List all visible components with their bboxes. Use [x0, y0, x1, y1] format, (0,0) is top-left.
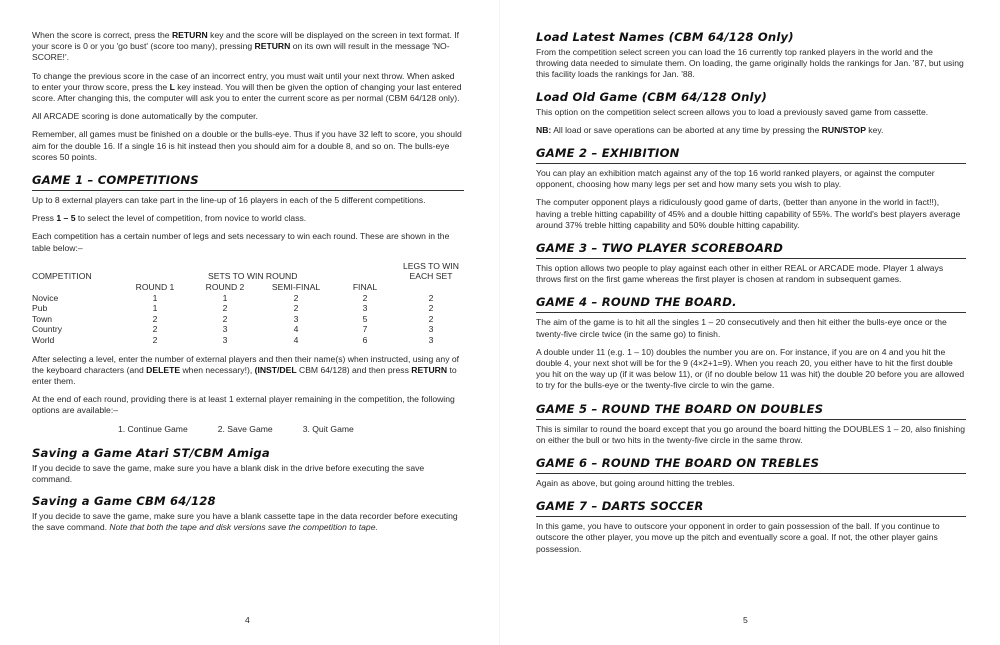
table-round-row: [32, 282, 464, 293]
page-number-right: 5: [743, 615, 748, 625]
round-options: [118, 424, 464, 434]
game1-paragraph-1: Up to 8 external players can take part in the line-up of 16 players in each of the 5 different competitions.: [32, 195, 426, 206]
game1-heading: GAME 1 – COMPETITIONS: [32, 173, 464, 191]
load-names-heading: Load Latest Names (CBM 64/128 Only): [536, 30, 794, 44]
game2-paragraph-2: The computer opponent plays a ridiculously good game of darts, (better than anyone in the world in fact!!), having a treble hitting capability of 45% and a double hitting capability of 55%. The world's best players average around 37% treble hitting capability and 50% double hitting capability.: [536, 197, 961, 230]
game5-heading: GAME 5 – ROUND THE BOARD ON DOUBLES: [536, 402, 966, 420]
round-2: ROUND 2: [205, 282, 245, 293]
load-game-text: This option on the competition select screen allows you to load a previously saved game from cassette.: [536, 106, 929, 117]
col-competition: COMPETITION: [32, 271, 92, 282]
col-legs: LEGS TO WIN EACH SET: [402, 260, 460, 282]
option-quit-game: 3. Quit Game: [302, 423, 354, 434]
table-row: World 2 3 4 6 3: [32, 335, 434, 345]
intro-paragraph-4: Remember, all games must be finished on a double or the bulls-eye. Thus if you have 32 left to score, you should aim for the double 16. If a single 16 is hit instead then you should aim for a double 8, and so on. The bulls-eye scores 50 points.: [32, 129, 462, 162]
game3-heading: GAME 3 – TWO PLAYER SCOREBOARD: [536, 241, 966, 259]
round-final: FINAL: [352, 282, 378, 293]
game6-heading: GAME 6 – ROUND THE BOARD ON TREBLES: [536, 456, 966, 474]
game2-paragraph-1: You can play an exhibition match against any of the top 16 world ranked players, or against the computer opponent, choosing how many legs per set and how many sets you wish to play.: [536, 168, 935, 190]
game1-paragraph-2: Press 1 – 5 to select the level of competition, from novice to world class.: [32, 213, 307, 224]
round-semi-final: SEMI-FINAL: [271, 282, 321, 293]
game1-paragraph-5: At the end of each round, providing there is at least 1 external player remaining in the competition, the following options are available:–: [32, 394, 455, 416]
option-save-game: 2. Save Game: [217, 423, 273, 434]
save-atari-heading: Saving a Game Atari ST/CBM Amiga: [32, 445, 270, 460]
intro-paragraph-2: To change the previous score in the case of an incorrect entry, you must wait until your next throw. When asked to enter your throw score, press the L key instead. You will then be given the option of changing your last entered score. After changing this, the computer will ask you to enter the current score as per normal (CBM 64/128 only).: [32, 70, 462, 104]
right-column: [536, 30, 966, 562]
game6-paragraph-1: Again as above, but going around hitting the trebles.: [536, 478, 735, 489]
option-continue-game: 1. Continue Game: [118, 423, 188, 434]
game3-paragraph-1: This option allows two people to play against each other in either REAL or ARCADE mode. Player 1 always throws first on the first game whereas the first player is chosen at random in subsequent games.: [536, 263, 944, 285]
table-row: Pub 1 2 2 3 2: [32, 303, 434, 314]
competition-table: [32, 261, 464, 346]
game4-paragraph-2: A double under 11 (e.g. 1 – 10) doubles the number you are on. For instance, if you are on 4 and you hit the double 4, your next shot will be for the 9 (4×2+1=9). When you reach 20, you either have to hit the first double you hit on the way up (if it was below 11), or (if no double below 11 was hit) the double 20 before you are allowed to try for the bulls-eye or the twenty-five circle to win the game.: [536, 346, 965, 391]
game5-paragraph-1: This is similar to round the board except that you go around the board hitting the DOUBLES 1 – 20, also finishing on either the bull or two hits in the twenty-five circle in the same throw.: [536, 423, 965, 445]
intro-paragraph-1: When the score is correct, press the RETURN key and the score will be displayed on the screen in text format. If your score is 0 or you 'go bust' (score too many), pressing RETURN on its own will result in the message 'NO-SCORE!'.: [32, 30, 460, 63]
game2-heading: GAME 2 – EXHIBITION: [536, 146, 966, 164]
right-page: [500, 0, 1000, 645]
game7-heading: GAME 7 – DARTS SOCCER: [536, 499, 966, 517]
round-1: ROUND 1: [135, 282, 175, 293]
page-number-left: 4: [245, 615, 250, 625]
save-cbm-heading: Saving a Game CBM 64/128: [32, 494, 216, 509]
game1-paragraph-4: After selecting a level, enter the number of external players and then their name(s) when instructed, using any of the keyboard characters (and DELETE when necessary!), (INST/DEL CBM 64/128) and then press RETURN to enter them.: [32, 353, 460, 386]
game4-heading: GAME 4 – ROUND THE BOARD.: [536, 295, 966, 313]
nb-note: NB: All load or save operations can be aborted at any time by pressing the RUN/STOP key.: [536, 124, 884, 135]
table-header-row: [32, 261, 464, 282]
save-atari-text: If you decide to save the game, make sure you have a blank disk in the drive before executing the save command.: [32, 462, 425, 484]
left-column: [32, 30, 464, 540]
col-sets: SETS TO WIN ROUND: [208, 271, 298, 282]
game4-paragraph-1: The aim of the game is to hit all the singles 1 – 20 consecutively and then hit either the bulls-eye once or the twenty-five circle twice (in the same go) to finish.: [536, 317, 947, 339]
game7-paragraph-1: In this game, you have to outscore your opponent in order to gain possession of the ball. If you continue to outscore the other player, you move up the pitch and eventually score a goal. If not, the other player gains possession.: [536, 521, 940, 554]
intro-paragraph-3: All ARCADE scoring is done automatically by the computer.: [32, 111, 258, 122]
game1-paragraph-3: Each competition has a certain number of legs and sets necessary to win each round. These are shown in the table below:–: [32, 231, 450, 253]
table-row: Novice 1 1 2 2 2: [32, 292, 434, 303]
save-cbm-text: If you decide to save the game, make sure you have a blank cassette tape in the data recorder before executing the save command. Note that both the tape and disk versions save the competition to tape.: [32, 511, 458, 533]
table-row: Country 2 3 4 7 3: [32, 324, 434, 335]
load-game-heading: Load Old Game (CBM 64/128 Only): [536, 89, 767, 104]
table-row: Town 2 2 3 5 2: [32, 313, 434, 324]
load-names-text: From the competition select screen you can load the 16 currently top ranked players in the world and the throwing data needed to simulate them. On loading, the game originally holds the rankings for Jan. '87, but using this facility loads the rankings for Jan. '88.: [536, 47, 964, 80]
